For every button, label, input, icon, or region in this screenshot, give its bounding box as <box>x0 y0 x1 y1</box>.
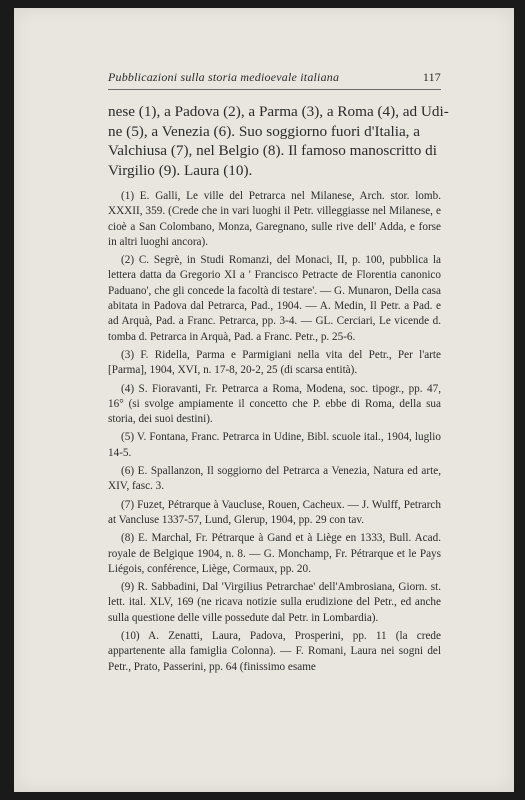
footnote-2: (2) C. Segrè, in Studi Romanzi, del Monaci, II, p. 100, pubblica la lettera datta da Gregorio XI a ' Francisco Petracte de Florentia canonico Paduano', che gli concede la facoltà di testare'. — G. Munaron, Della casa abitata in Padova dal Petrarca, Pad., 1904. — A. Medin, Il Petr. a Pad. e ad Arquà, Pad. a Franc. Petrarca, pp. 3-4. — GL. Cerciari, Le vicende d. tomba d. Petrarca in Arquà, Pad. a Franc. Petr., p. 25-6. <box>108 254 441 343</box>
book-page <box>14 8 514 792</box>
main-line: Virgilio (9). Laura (10). <box>108 161 253 179</box>
footnote-3: (3) F. Ridella, Parma e Parmigiani nella vita del Petr., Per l'arte [Parma], 1904, XVI, n. 17-8, 20-2, 25 (di scarsa entità). <box>108 348 441 377</box>
running-header <box>108 70 441 85</box>
main-line: Valchiusa (7), nel Belgio (8). Il famoso manoscritto di <box>108 142 437 160</box>
footnote-9: (9) R. Sabbadini, Dal 'Virgilius Petrarchae' dell'Ambrosiana, Giorn. st. lett. ital. XLV, 169 (ne ricava notizie sulla erudizione del Petr., ed anche sulla questione delle ville possedute dal Petr. in Lombardia). <box>108 581 441 624</box>
running-title: Pubblicazioni sulla storia medioevale italiana <box>108 70 340 84</box>
footnote-5: (5) V. Fontana, Franc. Petrarca in Udine, Bibl. scuole ital., 1904, luglio 14-5. <box>108 431 441 459</box>
main-line: ne (5), a Venezia (6). Suo soggiorno fuori d'Italia, a <box>108 122 421 140</box>
page-number: 117 <box>422 70 441 84</box>
main-text <box>108 102 449 180</box>
footnote-6: (6) E. Spallanzon, Il soggiorno del Petrarca a Venezia, Natura ed arte, XIV, fasc. 3. <box>108 465 441 493</box>
header-rule <box>108 89 441 90</box>
footnotes <box>108 189 441 678</box>
footnote-8: (8) E. Marchal, Fr. Pétrarque à Gand et à Liège en 1333, Bull. Acad. royale de Belgique 1904, n. 8. — G. Monchamp, Fr. Pétrarque et le Pays Liégois, conférence, Liège, Cormaux, pp. 20. <box>108 532 441 575</box>
footnote-7: (7) Fuzet, Pétrarque à Vaucluse, Rouen, Cacheux. — J. Wulff, Petrarch at Vancluse 1337-57, Lund, Glerup, 1904, pp. 29 con tav. <box>108 498 441 526</box>
footnote-1: (1) E. Galli, Le ville del Petrarca nel Milanese, Arch. stor. lomb. XXXII, 359. (Crede che in vari luoghi il Petr. villeggiasse nel Milanese, e cioè a San Colombano, Monza, Garegnano, sulle rive dell' Adda, e forse in altri luoghi ancora). <box>108 190 441 248</box>
main-line: nese (1), a Padova (2), a Parma (3), a Roma (4), ad Udi- <box>108 103 449 120</box>
footnote-10: (10) A. Zenatti, Laura, Padova, Prosperini, pp. 11 (la crede appartenente alla famiglia Colonna). — F. Romani, Laura nei sogni del Petr., Prato, Passerini, pp. 64 (finissimo esame <box>108 630 441 673</box>
footnote-4: (4) S. Fioravanti, Fr. Petrarca a Roma, Modena, soc. tipogr., pp. 47, 16° (si svolge ampiamente il concetto che P. ebbe di Roma, della sua storia, dei suoi destini). <box>108 382 441 426</box>
